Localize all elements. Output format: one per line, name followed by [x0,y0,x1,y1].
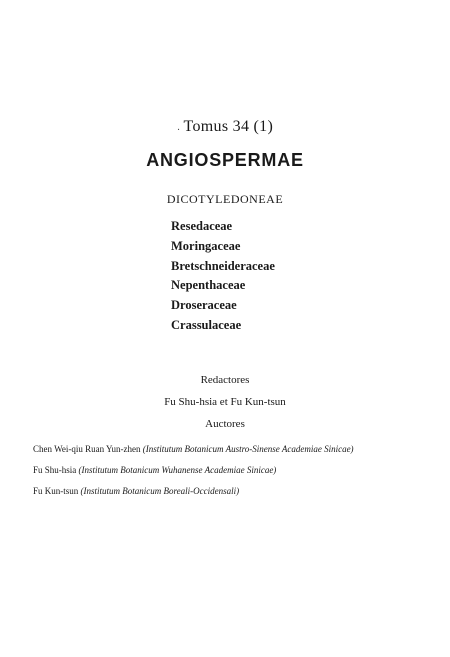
author-entry [33,439,354,460]
family-item: Bretschneideraceae [171,258,275,273]
family-item: Moringaceae [171,238,241,253]
author-institution: (Institutum Botanicum Boreali-Occidensali) [80,486,240,496]
family-list [171,217,275,336]
redactores-names: Fu Shu-hsia et Fu Kun-tsun [164,396,286,408]
family-item: Crassulaceae [171,317,242,332]
author-names: Chen Wei-qiu Ruan Yun-zhen [33,444,141,454]
author-names: Fu Kun-tsun [33,486,79,496]
family-item: Droseraceae [171,298,237,313]
author-entry [33,481,354,502]
author-names: Fu Shu-hsia [33,465,77,475]
volume-text: Tomus 34 (1) [183,118,274,135]
family-item: Resedaceae [171,219,233,233]
redactores-heading: Redactores [200,374,250,386]
volume-label [0,118,450,136]
author-entry [33,460,354,481]
author-list [33,439,354,502]
auctores-heading: Auctores [205,418,245,430]
author-institution: (Institutum Botanicum Austro-Sinense Academiae Sinicae) [142,444,354,454]
division-title: ANGIOSPERMAE [146,150,304,170]
family-item: Nepenthaceae [171,278,246,293]
author-institution: (Institutum Botanicum Wuhanense Academiae Sinicae) [78,465,277,475]
ink-speck: · [176,125,181,136]
class-title: DICOTYLEDONEAE [166,192,284,206]
